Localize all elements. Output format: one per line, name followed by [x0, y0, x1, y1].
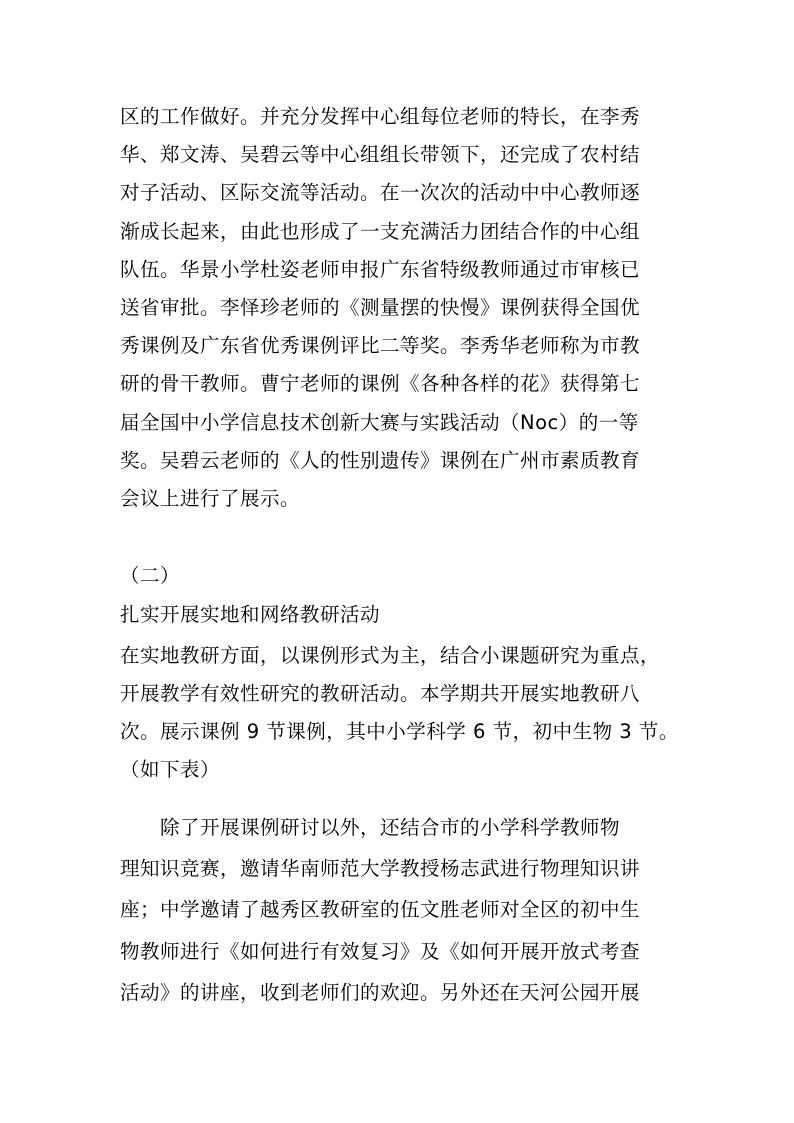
text-line: 会议上进行了展示。 [120, 486, 301, 510]
section-heading-text: 扎实开展实地和网络教研活动 [120, 603, 381, 626]
text-line: 座；中学邀请了越秀区教研室的伍文胜老师对全区的初中生 [120, 898, 641, 922]
text-line: 开展教学有效性研究的教研活动。本学期共开展实地教研八 [120, 682, 641, 705]
text-line: 华、郑文涛、吴碧云等中心组组长带领下，还完成了农村结 [120, 143, 641, 167]
paragraph-achievements [120, 98, 680, 518]
text-line: 研的骨干教师。曹宁老师的课例《各种各样的花》获得第七 [120, 372, 641, 396]
section-heading [120, 596, 680, 634]
text-line: 在实地教研方面，以课例形式为主，结合小课题研究为重点， [120, 644, 661, 667]
text-line: 渐成长起来，由此也形成了一支充满活力团结合作的中心组 [120, 219, 641, 243]
text-line: 秀课例及广东省优秀课例评比二等奖。李秀华老师称为市教 [120, 334, 641, 358]
text-line: 活动》的讲座，收到老师们的欢迎。另外还在天河公园开展 [120, 980, 641, 1004]
text-line: （如下表） [120, 758, 221, 781]
text-line: 除了开展课例研讨以外，还结合市的小学科学教师物 [160, 816, 621, 839]
text-line: 次。展示课例 9 节课例，其中小学科学 6 节，初中生物 3 节。 [120, 720, 679, 743]
text-line: 送省审批。李怿珍老师的《测量摆的快慢》课例获得全国优 [120, 295, 641, 319]
section-number-text: （二） [120, 564, 181, 587]
paragraph-field-research [120, 637, 680, 789]
section-number [120, 557, 680, 595]
text-line: 区的工作做好。并充分发挥中心组每位老师的特长，在李秀 [120, 105, 641, 128]
text-line: 奖。吴碧云老师的《人的性别遗传》课例在广州市素质教育 [120, 448, 641, 472]
text-line: 物教师进行《如何进行有效复习》及《如何开展开放式考查 [120, 939, 641, 963]
text-line: 队伍。华景小学杜姿老师申报广东省特级教师通过市审核已 [120, 257, 641, 281]
text-line: 对子活动、区际交流等活动。在一次次的活动中中心教师逐 [120, 181, 641, 205]
text-line: 届全国中小学信息技术创新大赛与实践活动（Noc）的一等 [120, 410, 639, 434]
text-line: 理知识竞赛，邀请华南师范大学教授杨志武进行物理知识讲 [120, 857, 641, 881]
paragraph-lectures [120, 807, 680, 1013]
